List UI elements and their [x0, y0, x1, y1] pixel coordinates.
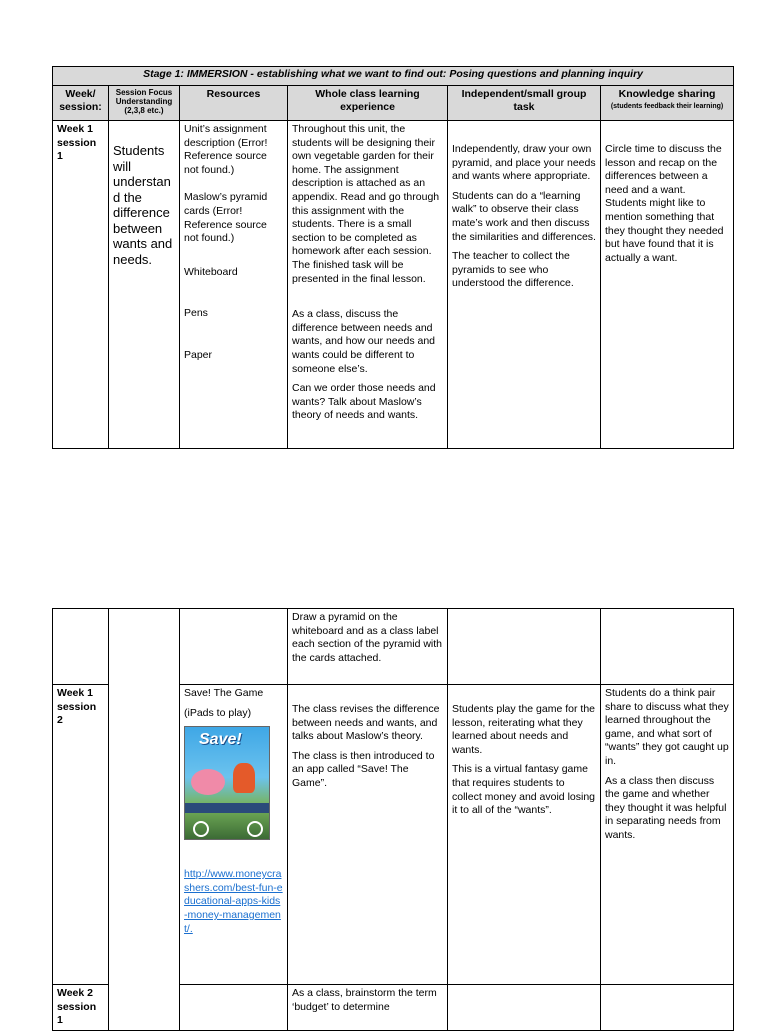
- week-cell: Week 2 session 1: [53, 985, 109, 1031]
- whole-class-cell: [288, 121, 448, 449]
- independent-cell: [448, 609, 601, 685]
- header-resources: Resources: [180, 86, 288, 121]
- paragraph: As a class, discuss the difference between needs and wants, and how our needs and wants could be different to someone else’s.: [292, 308, 436, 375]
- focus-cell: Students will understan d the difference between wants and needs.: [109, 121, 180, 449]
- header-knowledge-sub: (students feedback their learning): [610, 102, 724, 110]
- knowledge-cell: [601, 685, 734, 985]
- save-game-logo: Save!: [199, 731, 242, 749]
- resource-item: Maslow’s pyramid cards (Error! Reference source not found.): [184, 191, 268, 245]
- money-crashers-link[interactable]: http://www.moneycrashers.com/best-fun-educational-apps-kids-money-management/.: [184, 868, 283, 935]
- independent-cell: [448, 985, 601, 1031]
- resources-cell: [180, 121, 288, 449]
- header-week: Week/ session:: [53, 86, 109, 121]
- paragraph: Throughout this unit, the students will be designing their own vegetable garden for their home. The assignment description is attached as an appendix. Read and go through this assignment with the students. There is a small section to be completed as homework after each session. The finished task will be presented in the final lesson.: [292, 123, 440, 285]
- independent-cell: [448, 685, 601, 985]
- whole-class-cell: [288, 685, 448, 985]
- whole-class-cell: As a class, brainstorm the term ‘budget’ to determine: [288, 985, 448, 1031]
- knowledge-cell: [601, 985, 734, 1031]
- paragraph: The class is then introduced to an app called “Save! The Game”.: [292, 749, 435, 789]
- paragraph: Students do a think pair share to discuss what they learned throughout the game, and what sort of “wants” they got caught up in.: [605, 687, 729, 767]
- resource-item: Unit’s assignment description (Error! Reference source not found.): [184, 123, 268, 176]
- resource-item: Paper: [184, 348, 213, 361]
- game-control-icon: [193, 821, 209, 837]
- game-status-bar: [185, 803, 269, 813]
- knowledge-cell: [601, 609, 734, 685]
- week-cell: Week 1 session 1: [53, 121, 109, 449]
- save-game-screenshot-image: [184, 726, 270, 840]
- resources-cell: [180, 985, 288, 1031]
- header-knowledge: [601, 86, 734, 121]
- resources-cell: [180, 609, 288, 685]
- stage-title: Stage 1: IMMERSION - establishing what we want to find out: Posing questions and planning inquiry: [53, 67, 734, 86]
- paragraph: The teacher to collect the pyramids to see who understood the difference.: [452, 250, 574, 290]
- game-control-icon: [247, 821, 263, 837]
- paragraph: This is a virtual fantasy game that requires students to collect money and avoid losing it to all of the “wants”.: [452, 763, 596, 817]
- lesson-plan-table-2: [52, 608, 734, 1031]
- header-knowledge-label: Knowledge sharing: [618, 88, 716, 100]
- focus-cell: [109, 609, 180, 1031]
- piggy-bank-icon: [191, 769, 225, 795]
- header-focus-sub: (2,3,8 etc.): [124, 106, 164, 115]
- paragraph: Independently, draw your own pyramid, and place your needs and wants where appropriate.: [452, 143, 596, 183]
- paragraph: Students play the game for the lesson, reiterating what they learned about needs and wants.: [452, 703, 596, 756]
- character-icon: [233, 763, 255, 793]
- table-row: [53, 609, 734, 685]
- header-independent: Independent/small group task: [448, 86, 601, 121]
- paragraph: Can we order those needs and wants? Talk about Maslow’s theory of needs and wants.: [292, 382, 436, 422]
- resources-cell: [180, 685, 288, 985]
- table-row: [53, 121, 734, 449]
- lesson-plan-table-1: [52, 66, 734, 449]
- header-whole-class: Whole class learning experience: [288, 86, 448, 121]
- paragraph: Students can do a “learning walk” to observe their class mate’s work and then discuss the similarities and differences.: [452, 189, 596, 243]
- header-focus: [109, 86, 180, 121]
- paragraph: The class revises the difference between needs and wants, and talks about Maslow’s theory.: [292, 703, 440, 743]
- week-cell: Week 1 session 2: [53, 685, 109, 985]
- whole-class-cell: Draw a pyramid on the whiteboard and as a class label each section of the pyramid with the cards attached.: [288, 609, 448, 685]
- knowledge-cell: Circle time to discuss the lesson and recap on the differences between a need and a want. Students might like to mention something that they thought they needed but have found that it is actually a want.: [601, 121, 734, 449]
- independent-cell: [448, 121, 601, 449]
- resource-item: Pens: [184, 307, 208, 320]
- resource-sub: (iPads to play): [184, 706, 252, 719]
- paragraph: As a class then discuss the game and whether they thought it was helpful in separating needs from wants.: [605, 774, 727, 841]
- header-focus-label: Session Focus Understanding: [115, 88, 173, 106]
- week-cell: [53, 609, 109, 685]
- resource-item: Whiteboard: [184, 265, 238, 278]
- resource-title: Save! The Game: [184, 687, 264, 699]
